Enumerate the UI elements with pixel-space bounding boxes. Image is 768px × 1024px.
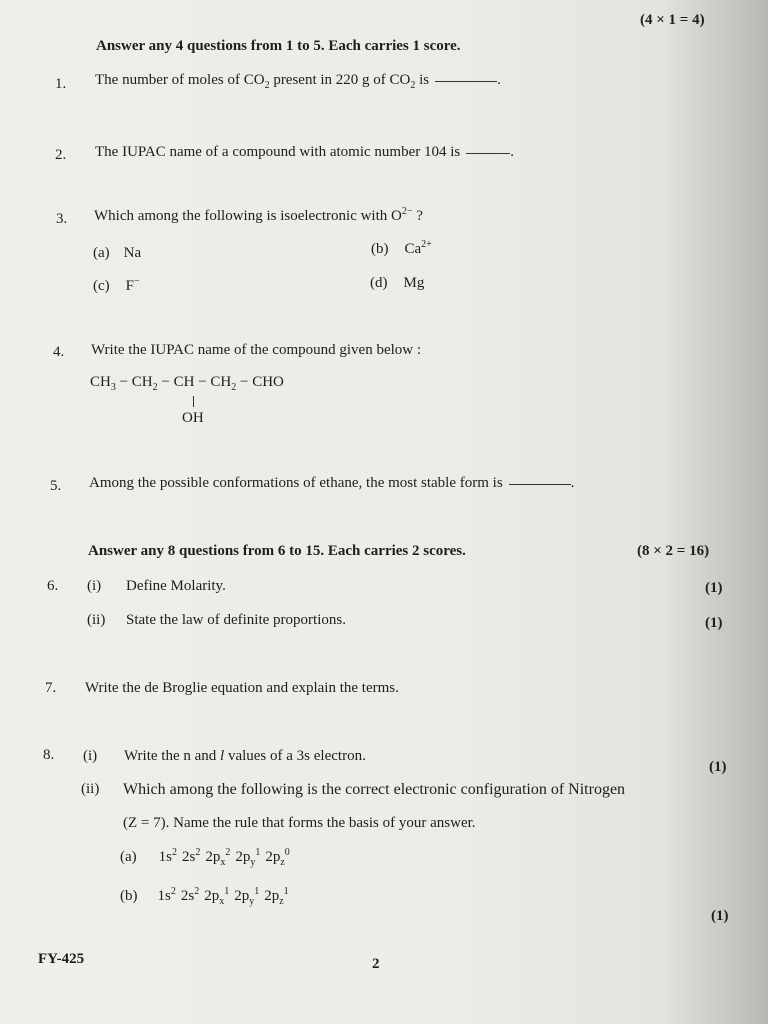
option-d: (d) Mg xyxy=(370,275,425,291)
q6-part-i-text: Define Molarity. xyxy=(126,578,226,594)
bond-line xyxy=(193,396,194,407)
question-number: 2. xyxy=(55,147,67,163)
part-marks: (1) xyxy=(705,580,723,596)
electron-configuration xyxy=(157,886,294,907)
section-a-marks: (4 × 1 = 4) xyxy=(640,12,705,28)
orbital-term: $2p_x^1$ xyxy=(204,886,230,907)
question-number: 6. xyxy=(47,578,59,594)
question-number: 8. xyxy=(43,747,55,763)
question-7-text: Write the de Broglie equation and explain the terms. xyxy=(85,680,399,696)
option-a: (a) Na xyxy=(93,245,142,261)
question-4-text: Write the IUPAC name of the compound given below : xyxy=(91,342,422,358)
q8-part-ii-line2: (Z = 7). Name the rule that forms the basis of your answer. xyxy=(123,815,476,831)
answer-blank xyxy=(509,483,571,485)
orbital-term: $2s^2$ xyxy=(182,847,201,865)
question-5-text: Among the possible conformations of ethane, the most stable form is . xyxy=(89,475,575,491)
q8-part-i-text: Write the n and l values of a 3s electron. xyxy=(124,748,366,764)
question-number: 7. xyxy=(45,680,57,696)
question-number: 3. xyxy=(56,211,68,227)
hydroxyl-group: OH xyxy=(182,410,204,426)
q6-part-label: (ii) xyxy=(87,612,106,628)
q8-part-label: (i) xyxy=(83,748,98,764)
q8-part-ii-line1: Which among the following is the correct electronic configuration of Nitrogen xyxy=(123,781,626,798)
paper-code: FY-425 xyxy=(38,951,85,967)
structural-formula: $CH_3 - CH_2$ − CH − $CH_2$ − CHO xyxy=(90,374,284,393)
orbital-term: $2p_z^0$ xyxy=(265,847,290,868)
config-option-b: (b) $1s^2$ $2s^2$ $2p_x^1$ $2p_y^1$ $2p_z^1$ xyxy=(120,888,294,905)
page-number: 2 xyxy=(372,956,380,972)
section-b-marks: (8 × 2 = 16) xyxy=(637,543,710,559)
orbital-term: $1s^2$ xyxy=(158,847,177,865)
part-marks: (1) xyxy=(709,759,727,775)
question-2-text: The IUPAC name of a compound with atomic number 104 is . xyxy=(95,144,514,160)
part-marks: (1) xyxy=(711,908,729,924)
question-3-text: Which among the following is isoelectronic with $O^{2-}$ ? xyxy=(94,206,423,224)
orbital-term: $2p_z^1$ xyxy=(264,886,289,907)
part-marks: (1) xyxy=(705,615,723,631)
question-number: 1. xyxy=(55,76,67,92)
q6-part-label: (i) xyxy=(87,578,102,594)
answer-blank xyxy=(466,152,510,154)
orbital-term: $2p_x^2$ xyxy=(205,847,231,868)
section-b-instruction: Answer any 8 questions from 6 to 15. Each carries 2 scores. xyxy=(88,543,466,559)
config-option-a: (a) $1s^2$ $2s^2$ $2p_x^2$ $2p_y^1$ $2p_z^0$ xyxy=(120,849,295,866)
orbital-term: $1s^2$ xyxy=(157,886,176,904)
electron-configuration xyxy=(158,847,295,868)
option-b: (b) $Ca^{2+}$ xyxy=(371,239,432,257)
option-c: (c) F− xyxy=(93,276,140,294)
question-number: 5. xyxy=(50,478,62,494)
answer-blank xyxy=(435,80,497,82)
question-1-text: The number of moles of $CO_2$ present in 220 g of $CO_2$ is . xyxy=(95,72,501,91)
orbital-term: $2s^2$ xyxy=(180,886,200,904)
orbital-term: $2p_y^1$ xyxy=(235,847,261,868)
q8-part-label: (ii) xyxy=(81,781,100,797)
orbital-term: $2p_y^1$ xyxy=(234,886,260,907)
q6-part-ii-text: State the law of definite proportions. xyxy=(126,612,346,628)
question-number: 4. xyxy=(53,344,65,360)
section-a-instruction: Answer any 4 questions from 1 to 5. Each carries 1 score. xyxy=(96,38,461,54)
